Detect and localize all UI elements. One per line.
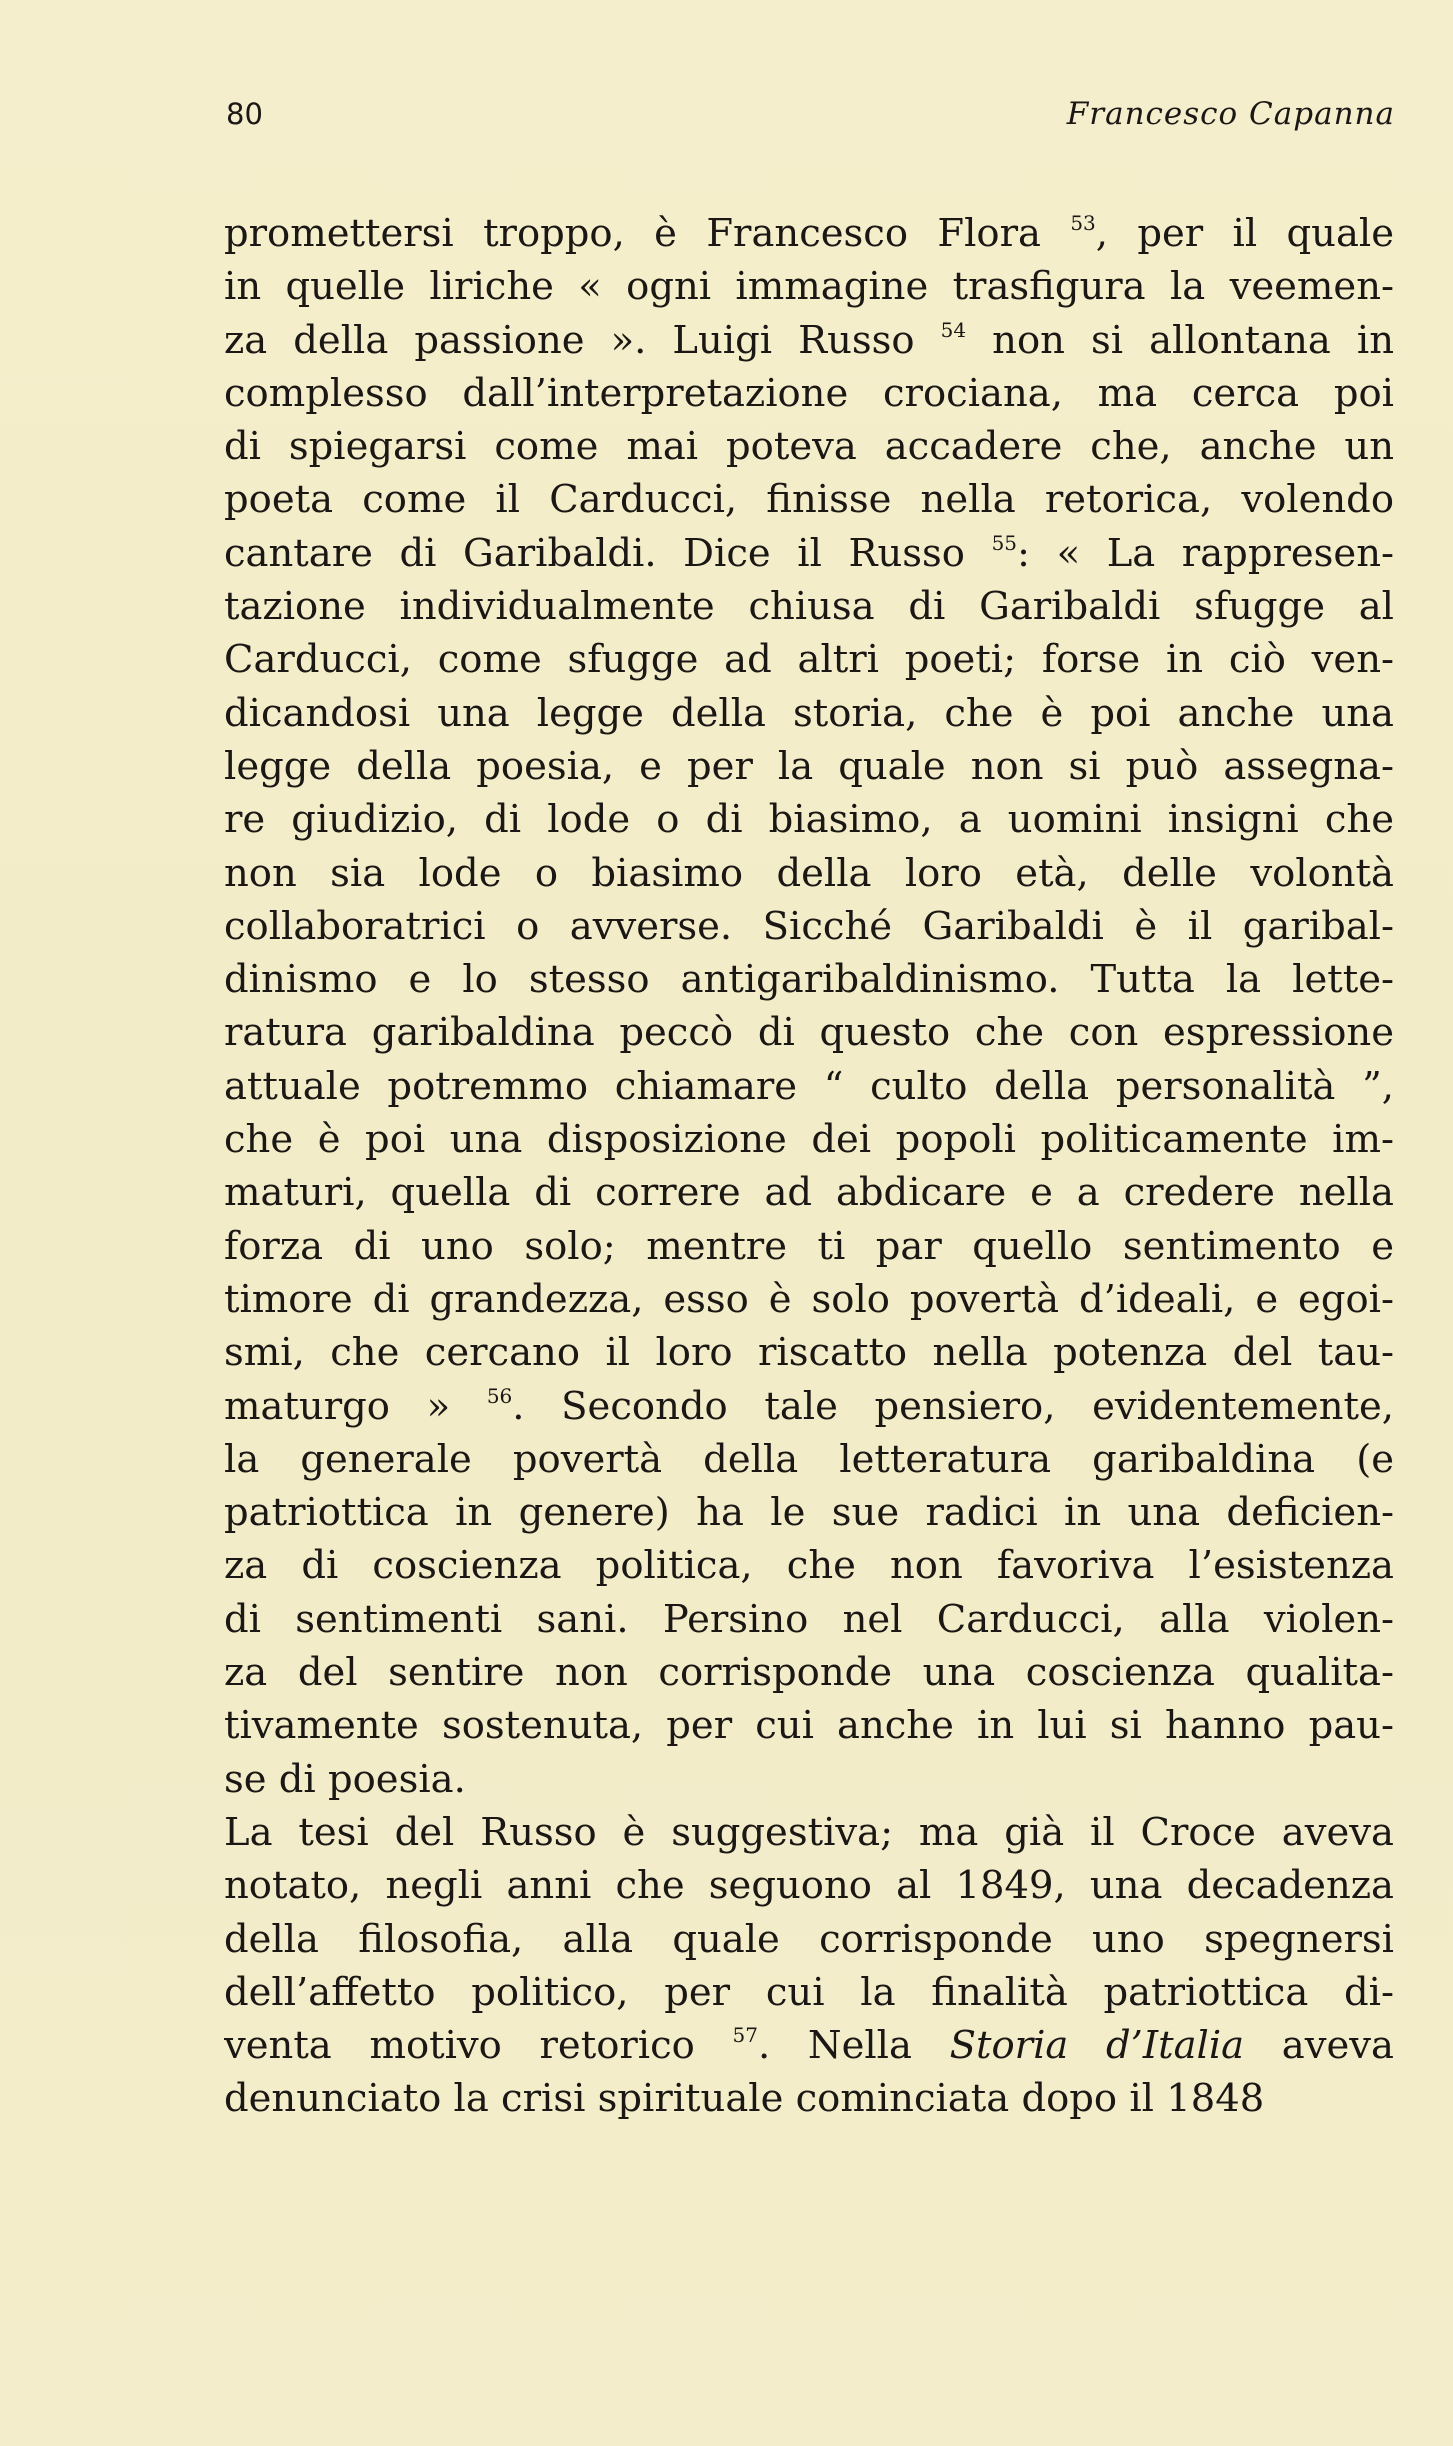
text-run: tivamente sostenuta, per cui anche in lui si hanno pau- — [224, 1703, 1394, 1749]
text-run: , per il quale — [1095, 211, 1394, 256]
page-number: 80 — [226, 97, 263, 131]
text-run: maturgo » — [224, 1383, 487, 1429]
text-run: . Secondo tale pensiero, evidentemente, — [512, 1383, 1394, 1429]
text-line — [224, 1006, 1394, 1059]
text-run: Carducci, come sfugge ad altri poeti; forse in ciò ven- — [224, 637, 1394, 683]
footnote-reference: 55 — [991, 530, 1018, 555]
text-line — [224, 1646, 1394, 1699]
text-line — [224, 2019, 1394, 2072]
text-line — [224, 1380, 1394, 1433]
text-line — [224, 1220, 1394, 1273]
text-line — [224, 740, 1394, 793]
text-run: patriottica in genere) ha le sue radici in una deficien- — [224, 1490, 1394, 1536]
text-line — [224, 2072, 1394, 2125]
text-run: smi, che cercano il loro riscatto nella potenza del tau- — [224, 1330, 1394, 1376]
text-line — [224, 1113, 1394, 1166]
running-head-author: Francesco Capanna — [1066, 96, 1395, 132]
text-line — [224, 1486, 1394, 1539]
text-run: che è poi una disposizione dei popoli politicamente im- — [224, 1117, 1394, 1163]
running-head — [226, 96, 1395, 140]
italic-title: Storia d’Italia — [949, 2023, 1245, 2069]
text-run: maturi, quella di correre ad abdicare e a credere nella — [224, 1170, 1394, 1216]
text-run: di sentimenti sani. Persino nel Carducci, alla violen- — [224, 1596, 1394, 1642]
text-run: tazione individualmente chiusa di Garibaldi sfugge al — [224, 584, 1394, 630]
text-line — [224, 1699, 1394, 1752]
text-run: : « La rappresen- — [1017, 530, 1394, 576]
text-line — [224, 953, 1394, 1006]
text-line — [224, 900, 1394, 953]
text-run: notato, negli anni che seguono al 1849, una decadenza — [224, 1863, 1394, 1909]
text-run: dinismo e lo stesso antigaribaldinismo. Tutta la lette- — [224, 957, 1394, 1003]
text-line — [224, 473, 1394, 526]
text-run: della filosofia, alla quale corrisponde uno spegnersi — [224, 1916, 1394, 1962]
paragraph — [224, 207, 1394, 1806]
text-line — [224, 1966, 1394, 2019]
text-run: in quelle liriche « ogni immagine trasfigura la veemen- — [224, 264, 1394, 310]
footnote-reference: 54 — [940, 317, 967, 342]
text-run: za di coscienza politica, che non favoriva l’esistenza — [224, 1543, 1394, 1589]
text-run: attuale potremmo chiamare “ culto della personalità ”, — [224, 1063, 1394, 1109]
text-line — [224, 1539, 1394, 1592]
text-run: venta motivo retorico — [224, 2023, 733, 2069]
text-run: se di poesia. — [224, 1756, 466, 1802]
text-run: non sia lode o biasimo della loro età, delle volontà — [224, 850, 1394, 896]
text-run: timore di grandezza, esso è solo povertà d’ideali, e egoi- — [224, 1276, 1394, 1322]
text-run: non si allontana in — [966, 317, 1394, 363]
text-line — [224, 527, 1394, 580]
text-line — [224, 260, 1394, 313]
text-run: poeta come il Carducci, finisse nella retorica, volendo — [224, 477, 1394, 523]
text-line — [224, 847, 1394, 900]
text-line — [224, 1859, 1394, 1912]
text-line — [224, 1806, 1394, 1859]
footnote-reference: 56 — [486, 1383, 513, 1408]
text-run: di spiegarsi come mai poteva accadere che, anche un — [224, 424, 1394, 470]
text-run: forza di uno solo; mentre ti par quello sentimento e — [224, 1223, 1394, 1269]
text-run: dell’affetto politico, per cui la finalità patriottica di- — [224, 1969, 1394, 2015]
text-run: za della passione ». Luigi Russo — [224, 317, 941, 363]
text-run: re giudizio, di lode o di biasimo, a uomini insigni che — [224, 797, 1394, 843]
text-run: la generale povertà della letteratura garibaldina (e — [224, 1436, 1394, 1482]
text-run: za del sentire non corrisponde una coscienza qualita- — [224, 1650, 1394, 1696]
text-run: denunciato la crisi spirituale cominciata dopo il 1848 — [224, 2076, 1265, 2122]
text-run: legge della poesia, e per la quale non si può assegna- — [224, 743, 1394, 789]
paragraph — [224, 1806, 1394, 2126]
text-run: collaboratrici o avverse. Sicché Garibaldi è il garibal- — [224, 903, 1394, 949]
text-run: cantare di Garibaldi. Dice il Russo — [224, 530, 992, 576]
text-line — [224, 1273, 1394, 1326]
text-line — [224, 633, 1394, 686]
footnote-reference: 57 — [732, 2023, 758, 2048]
text-line — [224, 367, 1394, 420]
text-line — [224, 1326, 1394, 1379]
text-run: promettersi troppo, è Francesco Flora — [224, 211, 1071, 256]
text-line — [224, 207, 1394, 260]
text-line — [224, 1060, 1394, 1113]
text-line — [224, 580, 1394, 633]
text-line — [224, 793, 1394, 846]
text-line — [224, 420, 1394, 473]
text-line — [224, 1433, 1394, 1486]
body-text — [224, 207, 1394, 2126]
text-run: complesso dall’interpretazione crociana, ma cerca poi — [224, 370, 1394, 416]
text-line — [224, 1593, 1394, 1646]
text-line — [224, 1913, 1394, 1966]
text-line — [224, 1753, 1394, 1806]
text-line — [224, 1166, 1394, 1219]
text-line — [224, 314, 1394, 367]
text-run: La tesi del Russo è suggestiva; ma già il Croce aveva — [224, 1809, 1394, 1855]
text-run: aveva — [1244, 2023, 1394, 2069]
footnote-reference: 53 — [1070, 211, 1096, 235]
text-run: dicandosi una legge della storia, che è poi anche una — [224, 690, 1394, 736]
text-line — [224, 687, 1394, 740]
text-run: . Nella — [757, 2023, 950, 2069]
text-run: ratura garibaldina peccò di questo che con espressione — [224, 1010, 1394, 1056]
